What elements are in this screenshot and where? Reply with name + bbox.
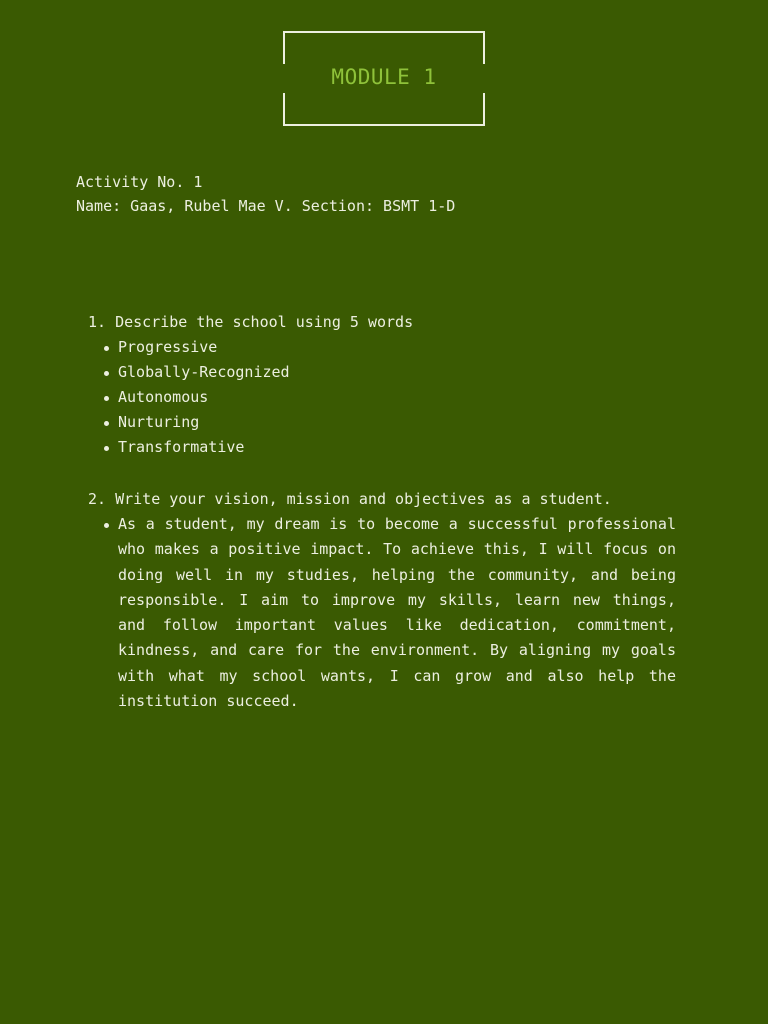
- name-section-line: Name: Gaas, Rubel Mae V. Section: BSMT 1-D: [76, 197, 456, 215]
- frame-top-edge: [283, 31, 485, 33]
- question-2-answer: As a student, my dream is to become a successful professional who makes a positive impact. To achieve this, I will focus on doing well in my studies, helping the community, and being responsible. I aim to improve my skills, learn new things, and follow important values like dedication, commitment, kindness, and care for the environment. By aligning my goals with what my school wants, I can grow and also help the institution succeed.: [88, 512, 676, 714]
- question-2: [88, 487, 688, 714]
- question-2-answer-list: [88, 512, 688, 714]
- list-item: Nurturing: [88, 410, 688, 435]
- question-1-answer-list: [88, 335, 688, 460]
- question-1: [88, 310, 688, 460]
- question-2-prompt: 2. Write your vision, mission and objectives as a student.: [88, 490, 612, 508]
- activity-label: Activity No. 1: [76, 173, 203, 191]
- module-title-frame: [283, 31, 485, 126]
- question-1-prompt: 1. Describe the school using 5 words: [88, 313, 414, 331]
- frame-left-top-edge: [283, 31, 285, 64]
- list-item: Progressive: [88, 335, 688, 360]
- frame-bottom-edge: [283, 124, 485, 126]
- list-item: Autonomous: [88, 385, 688, 410]
- list-item: Globally-Recognized: [88, 360, 688, 385]
- frame-right-bottom-edge: [483, 93, 485, 126]
- frame-right-top-edge: [483, 31, 485, 64]
- list-item: Transformative: [88, 435, 688, 460]
- module-title: MODULE 1: [331, 65, 437, 89]
- frame-left-bottom-edge: [283, 93, 285, 126]
- student-info: [76, 170, 455, 218]
